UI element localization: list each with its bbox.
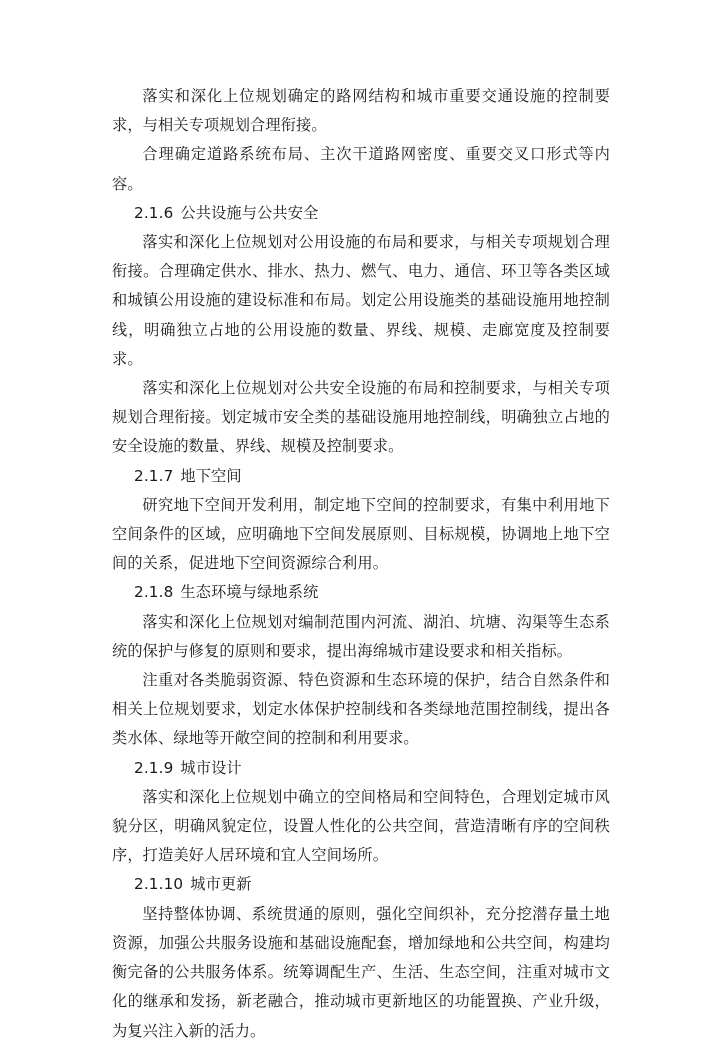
paragraph-road-network: 落实和深化上位规划确定的路网结构和城市重要交通设施的控制要求，与相关专项规划合理衔接。 [112, 87, 610, 135]
document-page [112, 82, 610, 1046]
paragraph-urban-renewal: 坚持整体协调、系统贯通的原则，强化空间织补，充分挖潜存量土地资源，加强公共服务设施和基础设施配套，增加绿地和公共空间，构建均衡完备的公共服务体系。统筹调配生产、生活、生态空间，注重对城市文化的继承和发扬，新老融合，推动城市更新地区的功能置换、产业升级，为复兴注入新的活力。 [112, 904, 610, 1040]
section-heading-2-1-7 [112, 462, 610, 491]
section-heading-2-1-8 [112, 578, 610, 607]
section-number: 2.1.10 [134, 875, 184, 894]
paragraph-ecosystem-protection: 落实和深化上位规划对编制范围内河流、湖泊、坑塘、沟渠等生态系统的保护与修复的原则和要求，提出海绵城市建设要求和相关指标。 [112, 612, 610, 660]
paragraph-public-utilities: 落实和深化上位规划对公用设施的布局和要求，与相关专项规划合理衔接。合理确定供水、排水、热力、燃气、电力、通信、环卫等各类区域和城镇公用设施的建设标准和布局。划定公用设施类的基础设施用地控制线，明确独立占地的公用设施的数量、界线、规模、走廊宽度及控制要求。 [112, 233, 610, 368]
section-title: 城市设计 [180, 758, 242, 777]
section-title: 地下空间 [180, 466, 242, 485]
paragraph-road-layout: 合理确定道路系统布局、主次干道路网密度、重要交叉口形式等内容。 [112, 145, 610, 193]
paragraph-underground-space: 研究地下空间开发利用，制定地下空间的控制要求，有集中利用地下空间条件的区域，应明确地下空间发展原则、目标规模，协调地上地下空间的关系，促进地下空间资源综合利用。 [112, 495, 610, 573]
section-title: 生态环境与绿地系统 [180, 583, 319, 602]
paragraph-green-space: 注重对各类脆弱资源、特色资源和生态环境的保护，结合自然条件和相关上位规划要求，划定水体保护控制线和各类绿地范围控制线，提出各类水体、绿地等开敞空间的控制和利用要求。 [112, 671, 610, 748]
section-heading-2-1-9 [112, 754, 610, 783]
section-title: 公共设施与公共安全 [180, 203, 319, 222]
section-number: 2.1.8 [134, 583, 174, 602]
paragraph-public-safety: 落实和深化上位规划对公共安全设施的布局和控制要求，与相关专项规划合理衔接。划定城市安全类的基础设施用地控制线，明确独立占地的安全设施的数量、界线、规模及控制要求。 [112, 379, 610, 456]
section-title: 城市更新 [190, 875, 252, 894]
section-number: 2.1.7 [134, 466, 174, 485]
section-heading-2-1-10 [112, 870, 610, 899]
section-heading-2-1-6 [112, 199, 610, 228]
paragraph-urban-design: 落实和深化上位规划中确立的空间格局和空间特色，合理划定城市风貌分区，明确风貌定位，设置人性化的公共空间，营造清晰有序的空间秩序，打造美好人居环境和宜人空间场所。 [112, 787, 610, 865]
section-number: 2.1.9 [134, 758, 174, 777]
section-number: 2.1.6 [134, 203, 174, 222]
